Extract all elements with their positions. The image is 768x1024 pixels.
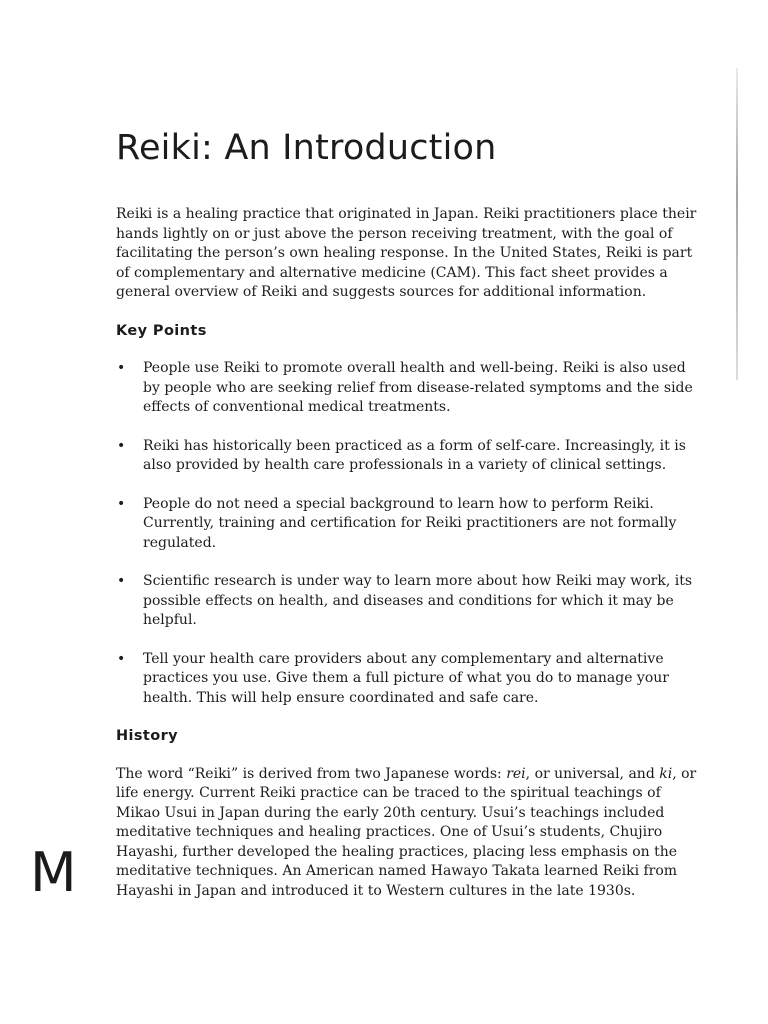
- list-item: [116, 359, 701, 418]
- bullet-icon: •: [117, 360, 126, 376]
- history-text-part2: , or universal, and: [525, 765, 660, 782]
- history-paragraph: [116, 765, 701, 902]
- key-points-heading: Key Points: [116, 322, 207, 339]
- key-points-list: [116, 359, 701, 708]
- term-ki: ki: [659, 765, 673, 782]
- term-rei: rei: [506, 765, 526, 782]
- key-point-text: People use Reiki to promote overall health and well-being. Reiki is also used by people who are seeking relief from disease-related symptoms and the side effects of conventional medical treatments.: [143, 360, 693, 415]
- list-item: [116, 650, 701, 709]
- key-point-text: Reiki has historically been practiced as a form of self-care. Increasingly, it is also provided by health care professionals in a variety of clinical settings.: [143, 437, 686, 473]
- intro-paragraph: Reiki is a healing practice that originated in Japan. Reiki practitioners place their hands lightly on or just above the person receiving treatment, with the goal of facilitating the person’s own healing response. In the United States, Reiki is part of complementary and alternative medicine (CAM). This fact sheet provides a general overview of Reiki and suggests sources for additional information.: [116, 206, 697, 300]
- list-item: [116, 495, 701, 554]
- key-point-text: Tell your health care providers about any complementary and alternative practices you use. Give them a full picture of what you do to manage your health. This will help ensure coordinated and safe care.: [143, 650, 669, 706]
- bullet-icon: •: [117, 650, 126, 667]
- page-edge-shadow: [736, 68, 738, 380]
- document-body: [116, 205, 701, 901]
- key-point-text: People do not need a special background to learn how to perform Reiki. Currently, training and certification for Reiki practitioners are not formally regulated.: [143, 495, 677, 551]
- logo-letter: M: [30, 841, 77, 904]
- key-point-text: Scientific research is under way to learn more about how Reiki may work, its possible effects on health, and diseases and conditions for which it may be helpful.: [143, 573, 693, 628]
- history-text-part3: , or life energy. Current Reiki practice can be traced to the spiritual teachings of Mikao Usui in Japan during the early 20th century. Usui’s teachings included meditative techniques and healing practices. One of Usui’s students, Chujiro Hayashi, further developed the healing practices, placing less emphasis on the meditative techniques. An American named Hawayo Takata learned Reiki from Hayashi in Japan and introduced it to Western cultures in the late 1930s.: [116, 765, 697, 899]
- page-title: Reiki: An Introduction: [116, 128, 497, 168]
- list-item: [116, 572, 701, 631]
- bullet-icon: •: [117, 495, 126, 512]
- list-item: [116, 437, 701, 476]
- history-text-part1: The word “Reiki” is derived from two Japanese words:: [116, 765, 507, 782]
- bullet-icon: •: [117, 573, 126, 589]
- bullet-icon: •: [117, 437, 126, 454]
- history-heading: History: [116, 728, 179, 744]
